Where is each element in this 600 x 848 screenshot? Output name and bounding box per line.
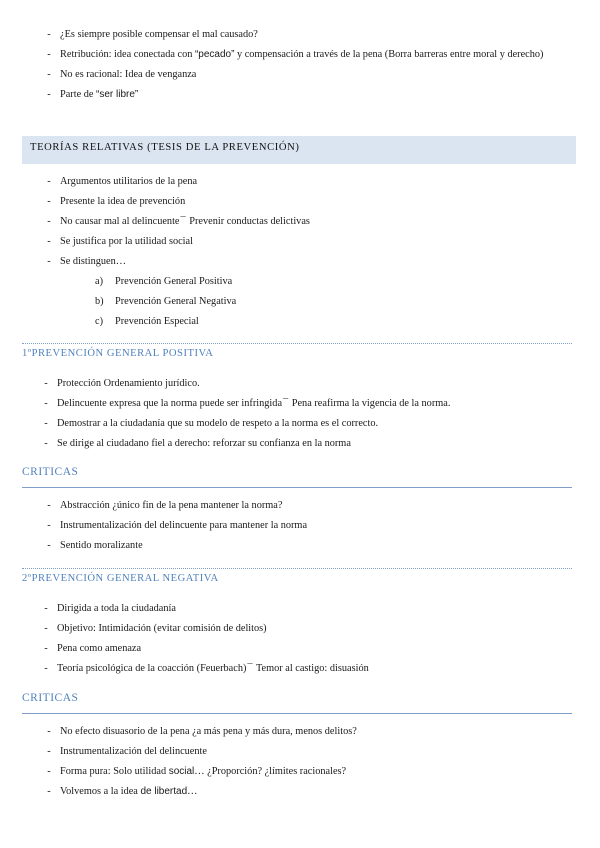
list-item: - Protección Ordenamiento jurídico. — [22, 374, 578, 394]
list-marker: a) — [95, 276, 103, 287]
list-marker: c) — [95, 316, 103, 327]
list-item: - Teoría psicológica de la coacción (Feuerbach)¯ Temor al castigo: disuasión — [22, 659, 578, 679]
section-heading-relativas: TEORÍAS RELATIVAS (TESIS DE LA PREVENCIÓN) — [22, 136, 576, 164]
dash-bullet: - — [47, 256, 51, 267]
dash-bullet: - — [47, 196, 51, 207]
dash-bullet: - — [47, 520, 51, 531]
dash-bullet: - — [44, 643, 48, 654]
dash-bullet: - — [44, 418, 48, 429]
dash-bullet: - — [47, 49, 51, 60]
list-item: - Instrumentalización del delincuente para mantener la norma — [22, 516, 578, 536]
list-item: - Volvemos a la idea de libertad… — [22, 782, 578, 802]
dash-bullet: - — [47, 176, 51, 187]
criticas-heading: CRITICAS — [22, 466, 79, 478]
emphasis-text: “ser libre” — [96, 89, 139, 100]
list-item: c) Prevención Especial — [22, 312, 578, 332]
criticas-1-list — [22, 496, 578, 556]
dash-bullet: - — [47, 726, 51, 737]
dash-bullet: - — [44, 398, 48, 409]
prevention-types-list — [22, 272, 578, 332]
arrow-symbol: ¯ — [180, 216, 186, 227]
list-item: - Instrumentalización del delincuente — [22, 742, 578, 762]
positiva-list — [22, 374, 578, 454]
criticas-heading: CRITICAS — [22, 692, 79, 704]
list-item: - Dirigida a toda la ciudadanía — [22, 599, 578, 619]
list-item: - No efecto disuasorio de la pena ¿a más pena y más dura, menos delitos? — [22, 722, 578, 742]
intro-list — [22, 25, 578, 105]
list-item: - ¿Es siempre posible compensar el mal causado? — [22, 25, 578, 45]
negativa-list — [22, 599, 578, 679]
dash-bullet: - — [44, 438, 48, 449]
list-item: - Delincuente expresa que la norma puede ser infringida¯ Pena reafirma la vigencia de la norma. — [22, 394, 578, 414]
dash-bullet: - — [47, 216, 51, 227]
list-item: - Argumentos utilitarios de la pena — [22, 172, 578, 192]
list-item: - Se justifica por la utilidad social — [22, 232, 578, 252]
dash-bullet: - — [47, 69, 51, 80]
dash-bullet: - — [47, 89, 51, 100]
relativas-list — [22, 172, 578, 272]
list-item: a) Prevención General Positiva — [22, 272, 578, 292]
list-item: - Sentido moralizante — [22, 536, 578, 556]
dash-bullet: - — [44, 623, 48, 634]
list-item: - Parte de “ser libre” — [22, 85, 578, 105]
solid-rule — [22, 713, 572, 714]
list-item: b) Prevención General Negativa — [22, 292, 578, 312]
section-heading-negativa: 2ºPREVENCIÓN GENERAL NEGATIVA — [22, 573, 219, 584]
dash-bullet: - — [47, 766, 51, 777]
list-item: - Se distinguen… — [22, 252, 578, 272]
dash-bullet: - — [47, 540, 51, 551]
list-item: - No es racional: Idea de venganza — [22, 65, 578, 85]
emphasis-text: de libertad — [140, 786, 188, 797]
section-heading-positiva: 1ºPREVENCIÓN GENERAL POSITIVA — [22, 348, 214, 359]
dotted-rule — [22, 343, 572, 344]
dotted-rule — [22, 568, 572, 569]
dash-bullet: - — [47, 500, 51, 511]
dash-bullet: - — [47, 746, 51, 757]
dash-bullet: - — [44, 603, 48, 614]
list-item: - No causar mal al delincuente¯ Prevenir conductas delictivas — [22, 212, 578, 232]
list-marker: b) — [95, 296, 104, 307]
list-item: - Forma pura: Solo utilidad social… ¿Proporción? ¿límites racionales? — [22, 762, 578, 782]
emphasis-text: social — [168, 766, 195, 777]
arrow-symbol: ¯ — [247, 663, 253, 674]
list-item: - Se dirige al ciudadano fiel a derecho: reforzar su confianza en la norma — [22, 434, 578, 454]
criticas-2-list — [22, 722, 578, 802]
list-item: - Objetivo: Intimidación (evitar comisión de delitos) — [22, 619, 578, 639]
list-item: - Presente la idea de prevención — [22, 192, 578, 212]
list-item: - Retribución: idea conectada con “pecado” y compensación a través de la pena (Borra barreras entre moral y derecho) — [22, 45, 578, 65]
solid-rule — [22, 487, 572, 488]
list-item: - Abstracción ¿único fin de la pena mantener la norma? — [22, 496, 578, 516]
list-item: - Demostrar a la ciudadanía que su modelo de respeto a la norma es el correcto. — [22, 414, 578, 434]
dash-bullet: - — [47, 786, 51, 797]
list-item: - Pena como amenaza — [22, 639, 578, 659]
arrow-symbol: ¯ — [283, 398, 289, 409]
dash-bullet: - — [44, 378, 48, 389]
dash-bullet: - — [47, 29, 51, 40]
dash-bullet: - — [47, 236, 51, 247]
emphasis-text: “pecado” — [194, 49, 235, 60]
dash-bullet: - — [44, 663, 48, 674]
